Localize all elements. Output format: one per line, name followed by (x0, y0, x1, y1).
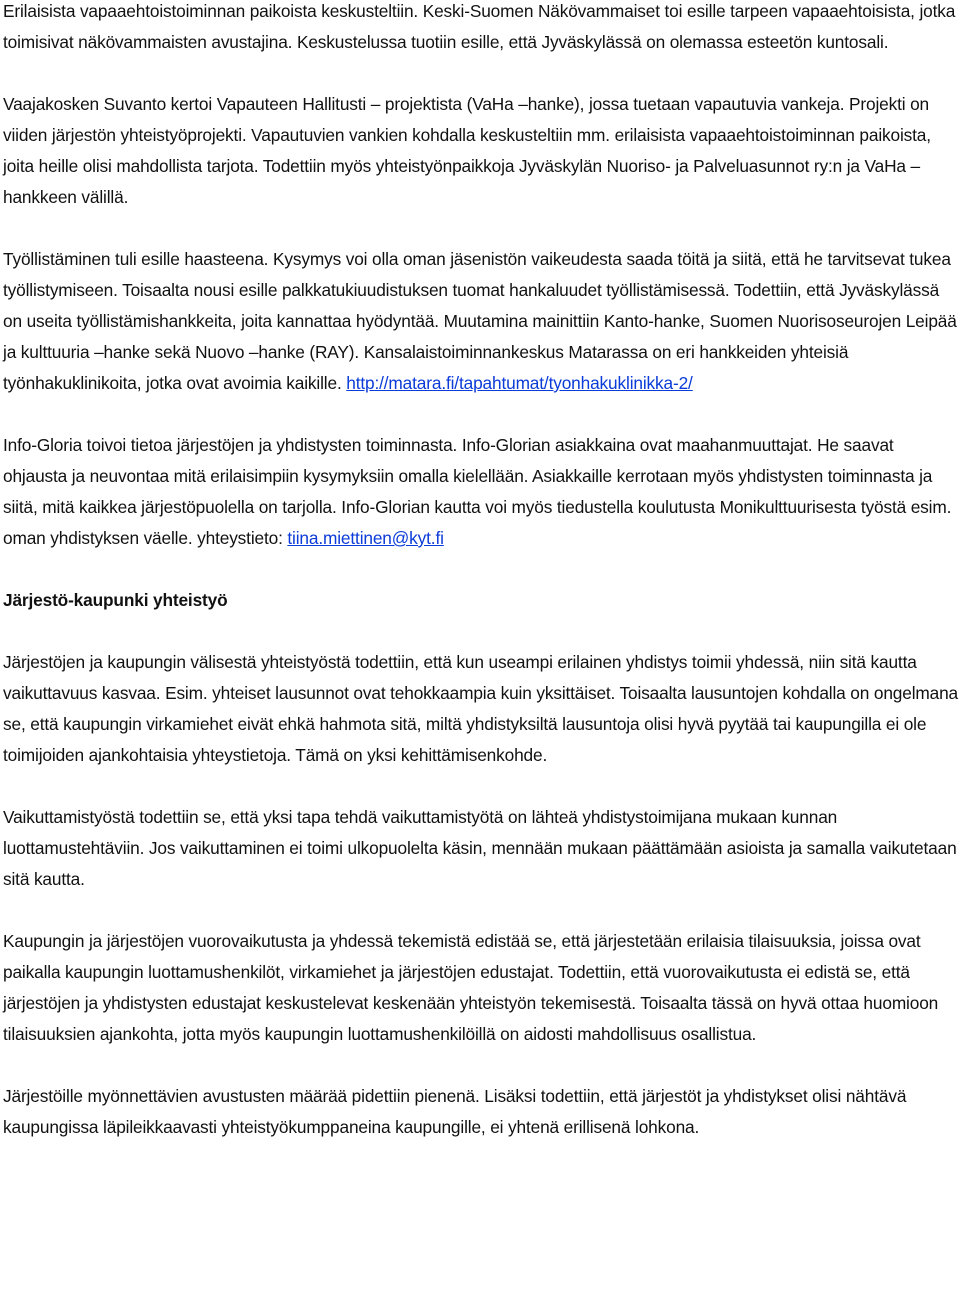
matara-link[interactable]: http://matara.fi/tapahtumat/tyonhakuklinikka-2/ (346, 373, 693, 393)
email-link[interactable]: tiina.miettinen@kyt.fi (287, 528, 444, 548)
paragraph-info-gloria-text: Info-Gloria toivoi tietoa järjestöjen ja yhdistysten toiminnasta. Info-Glorian asiakkaina ovat maahanmuuttajat. He saavat ohjausta ja neuvontaa mitä erilaisimpiin kysymyksiin omalla kielellään. Asiakkaille kerrotaan myös yhdistysten toiminnasta ja siitä, mitä kaikkea järjestöpuolella on tarjolla. Info-Glorian kautta voi myös tiedustella koulutusta Monikulttuurisesta työstä esim. oman yhdistyksen väelle. yhteystieto: (3, 435, 952, 548)
paragraph-info-gloria (3, 430, 960, 554)
paragraph-interaction: Kaupungin ja järjestöjen vuorovaikutusta ja yhdessä tekemistä edistää se, että järjestetään erilaisia tilaisuuksia, joissa ovat paikalla kaupungin luottamushenkilöt, virkamiehet ja järjestöjen edustajat. Todettiin, että vuorovaikutusta ei edistä se, että järjestöjen ja yhdistysten edustajat keskustelevat keskenään yhteistyön tekemisestä. Toisaalta tässä on hyvä ottaa huomioon tilaisuuksien ajankohta, jotta myös kaupungin luottamushenkilöillä on aidosti mahdollisuus osallistua. (3, 931, 939, 1044)
paragraph-volunteering: Erilaisista vapaaehtoistoiminnan paikoista keskusteltiin. Keski-Suomen Näkövammaiset toi esille tarpeen vapaaehtoisista, jotka toimisivat näkövammaisten avustajina. Keskustelussa tuotiin esille, että Jyväskylässä on olemassa esteetön kuntosali. (3, 1, 956, 52)
paragraph-vaha-project: Vaajakosken Suvanto kertoi Vapauteen Hallitusti – projektista (VaHa –hanke), jossa tuetaan vapautuvia vankeja. Projekti on viiden järjestön yhteistyöprojekti. Vapautuvien vankien kohdalla keskusteltiin mm. erilaisista vapaaehtoistoiminnan paikoista, joita heille olisi mahdollista tarjota. Todettiin myös yhteistyönpaikkoja Jyväskylän Nuoriso- ja Palveluasunnot ry:n ja VaHa –hankkeen välillä. (3, 94, 931, 207)
paragraph-advocacy: Vaikuttamistyöstä todettiin se, että yksi tapa tehdä vaikuttamistyötä on lähteä yhdistystoimijana mukaan kunnan luottamustehtäviin. Jos vaikuttaminen ei toimi ulkopuolelta käsin, mennään mukaan päättämään asioista ja samalla vaikutetaan sitä kautta. (3, 807, 957, 889)
paragraph-gap (3, 399, 960, 430)
paragraph-grants: Järjestöille myönnettävien avustusten määrää pidettiin pienenä. Lisäksi todettiin, että järjestöt ja yhdistykset olisi nähtävä kaupungissa läpileikkaavasti yhteistyökumppaneina kaupungille, ei yhtenä erillisenä lohkona. (3, 1086, 907, 1137)
paragraph-employment (3, 244, 960, 399)
section-heading: Järjestö-kaupunki yhteistyö (3, 590, 228, 610)
paragraph-gap (3, 895, 960, 926)
paragraph-gap (3, 58, 960, 89)
paragraph-gap (3, 771, 960, 802)
paragraph-gap (3, 1050, 960, 1081)
paragraph-employment-text: Työllistäminen tuli esille haasteena. Kysymys voi olla oman jäsenistön vaikeudesta saada töitä ja siitä, että he tarvitsevat tukea työllistymiseen. Toisaalta nousi esille palkkatukiuudistuksen tuomat hankaluudet työllistämisessä. Todettiin, että Jyväskylässä on useita työllistämishankkeita, joita kannattaa hyödyntää. Muutamina mainittiin Kanto-hanke, Suomen Nuorisoseurojen Leipää ja kulttuuria –hanke sekä Nuovo –hanke (RAY). Kansalaistoiminnankeskus Matarassa on eri hankkeiden yhteisiä työnhakuklinikoita, jotka ovat avoimia kaikille. (3, 249, 957, 393)
paragraph-gap (3, 554, 960, 585)
paragraph-gap (3, 213, 960, 244)
paragraph-gap (3, 616, 960, 647)
paragraph-cooperation: Järjestöjen ja kaupungin välisestä yhteistyöstä todettiin, että kun useampi erilainen yhdistys toimii yhdessä, niin sitä kautta vaikuttavuus kasvaa. Esim. yhteiset lausunnot ovat tehokkaampia kuin yksittäiset. Toisaalta lausuntojen kohdalla on ongelmana se, että kaupungin virkamiehet eivät ehkä hahmota sitä, miltä yhdistyksiltä lausuntoja olisi hyvä pyytää tai kaupungilla ei ole toimijoiden ajankohtaisia yhteystietoja. Tämä on yksi kehittämisenkohde. (3, 652, 959, 765)
